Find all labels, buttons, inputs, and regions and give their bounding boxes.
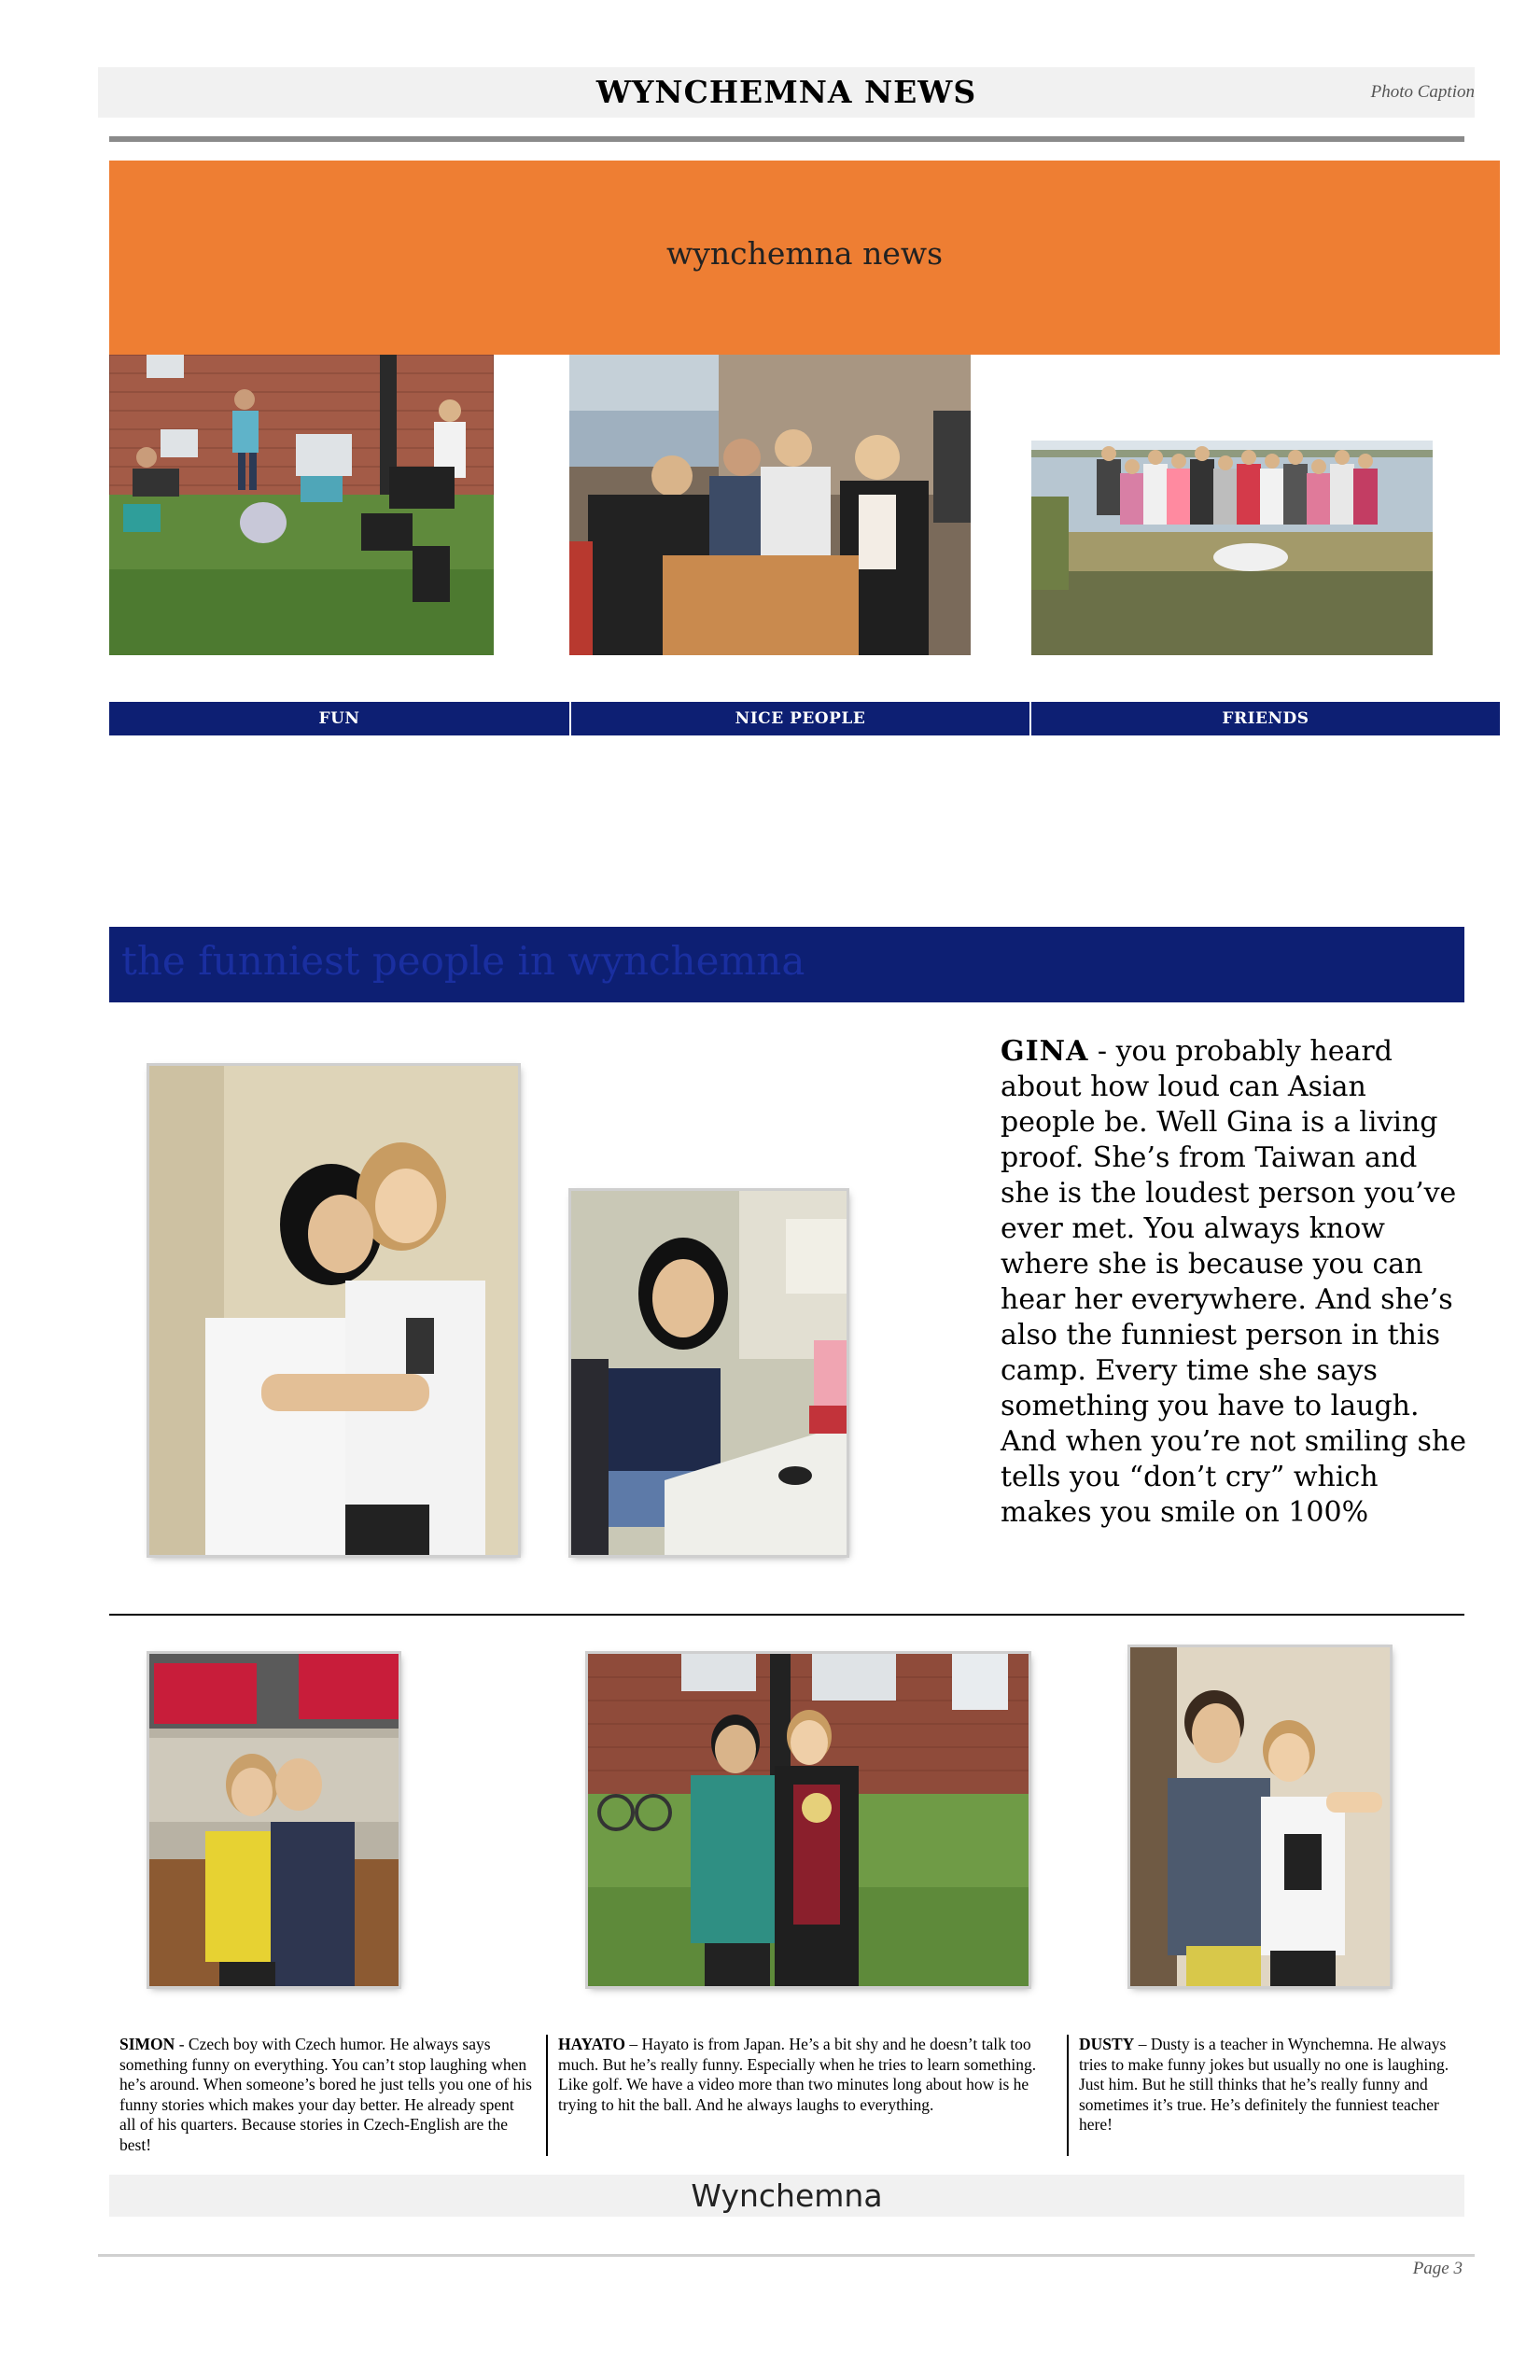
gina-text: - you probably heard about how loud can Asian people be. Well Gina is a living proof. She’s from Taiwan and she is the loudest person you’ve ever met. You always know where she is because you can hear her everywhere. And she’s also the funniest person in this camp. Every time she says something you have to laugh. And when you’re not smiling she tells you “don’t cry” which makes you smile on 100% [1001,1035,1466,1529]
bio-simon-name: SIMON [119,2035,175,2053]
bio-hayato [558,2035,1057,2115]
section-divider [109,1614,1464,1616]
photo-hayato [588,1654,1029,1986]
photo-gina-table [571,1191,847,1555]
bio-hayato-text: – Hayato is from Japan. He’s a bit shy and he doesn’t talk too much. But he’s really funny. Especially when he tries to learn something. Like golf. We have a video more than two minutes long about how is he trying to hit the ball. And he always laughs to everything. [558,2035,1037,2114]
photo-simon [149,1654,399,1986]
bio-simon [119,2035,533,2155]
bio-divider-2 [1067,2035,1069,2156]
photo-nice-people [569,355,971,655]
section-heading: the funniest people in wynchemna [121,938,805,984]
caption-nice-people: NICE PEOPLE [571,702,1029,735]
bio-dusty [1079,2035,1452,2135]
bio-simon-text: - Czech boy with Czech humor. He always says something funny on everything. You can’t stop laughing when he’s around. When someone’s bored he just tells you one of his funny stories which makes your day better. He already spent all of his quarters. Because stories in Czech-English are the best! [119,2035,532,2154]
header-photo-caption: Photo Caption [1370,82,1475,102]
photo-friends [1031,441,1433,655]
caption-friends: FRIENDS [1031,702,1500,735]
photo-dusty [1130,1647,1390,1986]
footer-title: Wynchemna [691,2177,883,2214]
bio-dusty-text: – Dusty is a teacher in Wynchemna. He always tries to make funny jokes but usually no one is laughing. Just him. But he still thinks that he’s really funny and sometimes it’s true. He’s definitely the funniest teacher here! [1079,2035,1449,2134]
footer-rule [98,2254,1475,2257]
gina-name: GINA [1001,1035,1089,1068]
caption-fun: FUN [109,702,569,735]
bio-divider-1 [546,2035,548,2156]
gina-description [1001,1034,1467,1531]
bio-hayato-name: HAYATO [558,2035,625,2053]
photo-fun [109,355,494,655]
banner-title: wynchemna news [665,235,944,272]
page-number: Page 3 [1412,2259,1463,2278]
newsletter-title: WYNCHEMNA NEWS [595,74,977,110]
header-rule [109,136,1464,142]
bio-dusty-name: DUSTY [1079,2035,1135,2053]
photo-gina-hug [149,1066,518,1555]
